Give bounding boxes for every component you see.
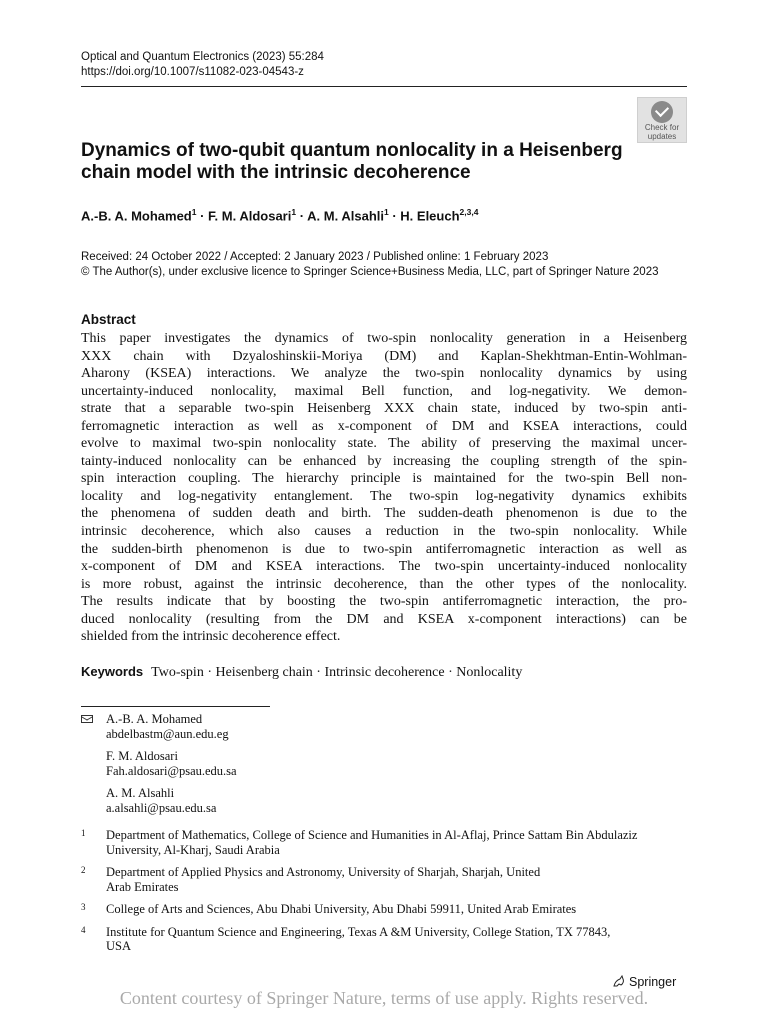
affiliation-number: 3: [81, 902, 86, 912]
abstract-line: intrinsic decoherence, which also causes a reduction in the two-spin nonlocality. While: [81, 524, 687, 540]
contact-email[interactable]: abdelbastm@aun.edu.eg: [106, 726, 229, 741]
springer-horse-icon: [612, 975, 625, 988]
author-affiliation-mark: 1: [291, 207, 297, 217]
paper-title: Dynamics of two-qubit quantum nonlocality in a Heisenberg chain model with the intrinsic decoherence: [81, 140, 623, 183]
publisher-logo: [612, 975, 676, 989]
affiliation-text: Department of Applied Physics and Astronomy, University of Sharjah, Sharjah, United Arab Emirates: [106, 865, 541, 894]
abstract-line: tainty-induced nonlocality can be enhanced by increasing the coupling strength of the spin-: [81, 453, 687, 469]
author-affiliation-mark: 2,3,4: [459, 207, 479, 217]
abstract-heading: Abstract: [81, 312, 136, 327]
affiliation-number: 1: [81, 828, 86, 838]
keywords-label: Keywords: [81, 664, 144, 679]
affiliation-item: [81, 925, 687, 954]
abstract-line: ferromagnetic interaction as well as x-component of DM and KSEA interactions, could: [81, 418, 687, 434]
abstract-line: Aharony (KSEA) interactions. We analyze the two-spin nonlocality dynamics by using: [81, 366, 687, 382]
abstract-line: the phenomena of sudden death and birth. The sudden-death phenomenon is due to the: [81, 506, 687, 522]
contact-email[interactable]: Fah.aldosari@psau.edu.sa: [106, 763, 237, 778]
author-affiliation-mark: 1: [191, 207, 197, 217]
contact-name: F. M. Aldosari: [106, 749, 178, 763]
keywords-list: Two-spin · Heisenberg chain · Intrinsic decoherence · Nonlocality: [151, 665, 523, 680]
affiliation-number: 2: [81, 865, 86, 875]
dates-line: Received: 24 October 2022 / Accepted: 2 January 2023 / Published online: 1 February 2023: [81, 251, 549, 263]
abstract-line: duced nonlocality (resulting from the DM and KSEA x-component interactions) can be: [81, 611, 687, 627]
abstract-line: XXX chain with Dzyaloshinskii-Moriya (DM) and Kaplan-Shekhtman-Entin-Wohlman-: [81, 348, 687, 364]
check-for-updates-badge[interactable]: [637, 97, 687, 143]
abstract-line: This paper investigates the dynamics of two-spin nonlocality generation in a Heisenberg: [81, 331, 687, 346]
abstract-line: x-component of DM and KSEA interactions. The two-spin uncertainty-induced nonlocality: [81, 559, 687, 575]
envelope-icon: [81, 715, 93, 723]
footnote-divider: [81, 706, 270, 707]
affiliation-item: [81, 828, 687, 857]
abstract-line: is more robust, against the intrinsic decoherence, than the other types of the nonlocality.: [81, 576, 687, 592]
author-separator: ·: [196, 208, 209, 224]
affiliation-number: 4: [81, 924, 86, 935]
author-separator: ·: [388, 208, 401, 224]
abstract-line: shielded from the intrinsic decoherence effect.: [81, 629, 341, 645]
author-separator: ·: [296, 208, 308, 224]
abstract-body: [81, 330, 687, 646]
keywords: [81, 664, 522, 681]
author-name[interactable]: A.-B. A. Mohamed: [81, 208, 192, 224]
journal-header: [81, 50, 324, 80]
author-list: [81, 207, 478, 223]
contact-email[interactable]: a.alsahli@psau.edu.sa: [106, 800, 217, 815]
abstract-line: the sudden-birth phenomenon is due to two-spin antiferromagnetic interaction as well as: [81, 541, 687, 557]
author-affiliation-mark: 1: [383, 207, 389, 217]
abstract-line: uncertainty-induced nonlocality, maximal Bell function, and log-negativity. We demon-: [81, 383, 687, 399]
contact-entry: [81, 712, 237, 741]
copyright-line: © The Author(s), under exclusive licence to Springer Science+Business Media, LLC, part of Springer Nature 2023: [81, 265, 659, 278]
check-updates-icon: [651, 101, 673, 123]
check-updates-label: Check for updates: [644, 123, 680, 141]
contact-name: A.-B. A. Mohamed: [106, 712, 203, 726]
abstract-line: locality and log-negativity entanglement. The two-spin log-negativity dynamics exhibits: [81, 488, 687, 504]
affiliation-text: Department of Mathematics, College of Science and Humanities in Al-Aflaj, Prince Sattam Bin Abdulaziz University, Al-Kharj, Saudi Arabia: [106, 828, 638, 857]
author-name[interactable]: F. M. Aldosari: [208, 208, 292, 224]
affiliation-text: College of Arts and Sciences, Abu Dhabi University, Abu Dhabi 59911, United Arab Emirates: [106, 902, 577, 916]
affiliation-item: [81, 865, 687, 894]
abstract-line: evolve to maximal two-spin nonlocality state. The ability of preserving the maximal uncer-: [81, 436, 687, 452]
contact-entry: [81, 749, 237, 778]
doi-link[interactable]: https://doi.org/10.1007/s11082-023-04543-z: [81, 66, 304, 78]
corresponding-authors: [81, 712, 237, 823]
courtesy-watermark: Content courtesy of Springer Nature, terms of use apply. Rights reserved.: [119, 988, 649, 1008]
author-name[interactable]: H. Eleuch: [400, 208, 460, 224]
abstract-line: strate that a separable two-spin Heisenberg XXX chain state, induced by two-spin anti-: [81, 401, 687, 417]
publisher-name: Springer: [629, 975, 677, 989]
abstract-line: The results indicate that by boosting the two-spin antiferromagnetic interaction, the pro-: [81, 594, 687, 610]
journal-citation: Optical and Quantum Electronics (2023) 55:284: [81, 51, 324, 63]
affiliations: [81, 828, 687, 962]
author-name[interactable]: A. M. Alsahli: [307, 208, 384, 224]
publication-history: [81, 250, 659, 279]
abstract-line: spin interaction coupling. The hierarchy principle is maintained for the two-spin Bell non-: [81, 471, 687, 487]
contact-entry: [81, 786, 237, 815]
header-divider: [81, 86, 687, 87]
contact-name: A. M. Alsahli: [106, 786, 175, 800]
affiliation-text: Institute for Quantum Science and Engineering, Texas A &M University, College Station, TX 77843, USA: [106, 924, 611, 953]
affiliation-item: [81, 902, 687, 917]
